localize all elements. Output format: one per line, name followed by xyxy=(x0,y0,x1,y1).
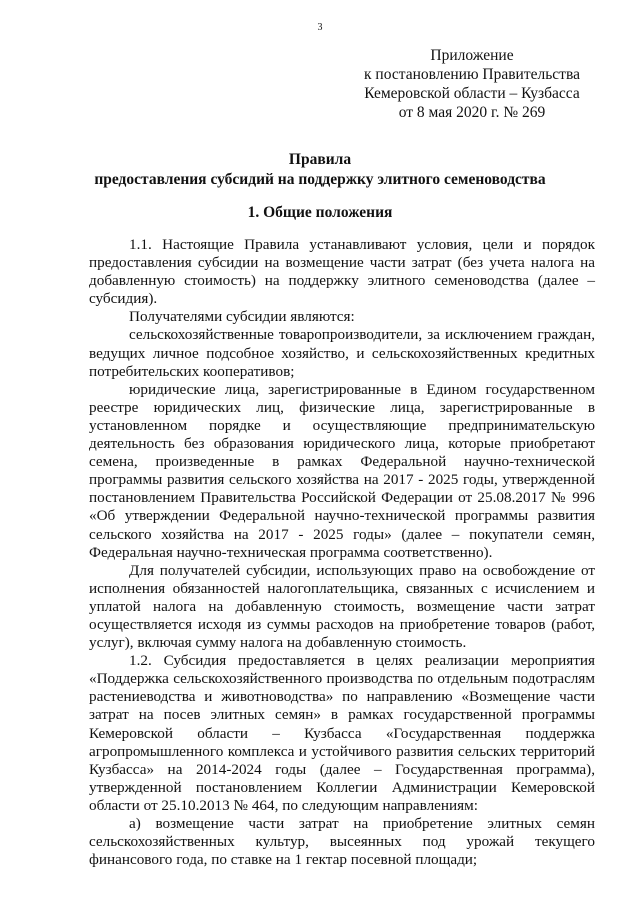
paragraph-legal-entities: юридические лица, зарегистрированные в Едином государственном реестре юридических лиц, физические лица, зарегистрированные в установленном порядке и осуществляющие предпринимательскую деятельность без образования юридического лица, которые приобретают семена, произведенные в рамках Федеральной научно-технической программы развития сельского хозяйства на 2017 - 2025 годы, утвержденной постановлением Правительства Российской Федерации от 25.08.2017 № 996 «Об утверждении Федеральной научно-технической программы развития сельского хозяйства на 2017 - 2025 годы» (далее – покупатели семян, Федеральная научно-техническая программа соответственно). xyxy=(89,380,595,561)
page-number: 3 xyxy=(317,22,323,33)
appendix-line-3: Кемеровской области – Кузбасса xyxy=(364,85,580,102)
title-subtitle: предоставления субсидий на поддержку элитного семеноводства xyxy=(94,171,546,188)
paragraph-a: а) возмещение части затрат на приобретение элитных семян сельскохозяйственных культур, высеянных под урожай текущего финансового года, по ставке на 1 гектар посевной площади; xyxy=(89,815,595,869)
appendix-line-1: Приложение xyxy=(430,47,514,64)
appendix-header xyxy=(362,46,582,122)
paragraph-producers: сельскохозяйственные товаропроизводители, за исключением граждан, ведущих личное подсобное хозяйство, и сельскохозяйственных кредитных потребительских кооперативов; xyxy=(89,326,595,380)
document-title xyxy=(0,150,640,190)
paragraph-1-2: 1.2. Субсидия предоставляется в целях реализации мероприятия «Поддержка сельскохозяйственного производства по отдельным подотраслям растениеводства и животноводства» по направлению «Возмещение части затрат на посев элитных семян» в рамках государственной программы Кемеровской области – Кузбасса «Государственная поддержка агропромышленного комплекса и устойчивого развития сельских территорий Кузбасса» на 2014-2024 годы (далее – Государственная программа), утвержденной постановлением Коллегии Администрации Кемеровской области от 25.10.2013 № 464, по следующим направлениям: xyxy=(89,652,595,814)
paragraph-vat: Для получателей субсидии, использующих право на освобождение от исполнения обязанностей налогоплательщика, связанных с исчислением и уплатой налога на добавленную стоимость, возмещение части затрат осуществляется исходя из суммы расходов на приобретение товаров (работ, услуг), включая сумму налога на добавленную стоимость. xyxy=(89,561,595,652)
paragraph-recipients: Получателями субсидии являются: xyxy=(129,308,355,326)
document-body xyxy=(89,236,595,869)
paragraph-1-1: 1.1. Настоящие Правила устанавливают условия, цели и порядок предоставления субсидии на возмещение части затрат (без учета налога на добавленную стоимость) на поддержку элитного семеноводства (далее – субсидия). xyxy=(89,236,595,308)
title-main: Правила xyxy=(288,151,352,168)
appendix-line-4: от 8 мая 2020 г. № 269 xyxy=(398,104,546,121)
section-heading: 1. Общие положения xyxy=(247,204,393,221)
appendix-line-2: к постановлению Правительства xyxy=(364,66,580,83)
